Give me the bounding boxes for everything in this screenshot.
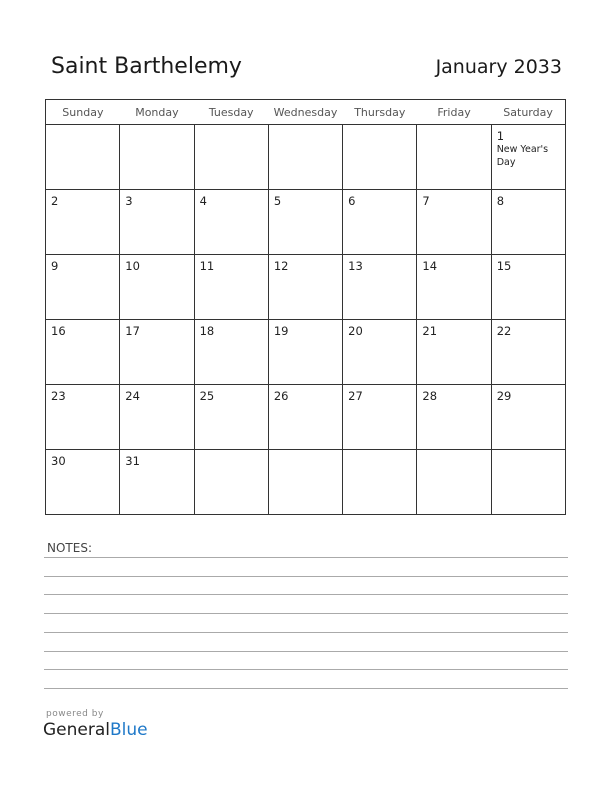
day-number: 23 <box>51 389 66 403</box>
calendar-empty-cell <box>343 125 417 190</box>
calendar-day-cell <box>46 190 120 255</box>
weekday-header: Wednesday <box>268 100 342 125</box>
calendar-day-cell <box>417 320 491 385</box>
weekday-header: Sunday <box>46 100 120 125</box>
calendar-day-cell <box>194 190 268 255</box>
weekday-header: Friday <box>417 100 491 125</box>
day-number: 15 <box>496 259 512 273</box>
weekday-header: Saturday <box>491 100 565 125</box>
calendar-day-cell <box>268 320 342 385</box>
weekday-header: Tuesday <box>194 100 268 125</box>
calendar-day-cell <box>194 385 268 450</box>
calendar-empty-cell <box>120 125 194 190</box>
calendar-day-cell <box>120 255 194 320</box>
weekday-header: Monday <box>120 100 194 125</box>
day-number: 24 <box>125 389 140 403</box>
note-line <box>44 651 568 652</box>
calendar-empty-cell <box>46 125 120 190</box>
calendar-day-cell <box>268 255 342 320</box>
day-number: 11 <box>199 259 215 273</box>
calendar-week-row <box>46 255 566 320</box>
calendar-day-cell <box>491 125 565 190</box>
calendar-day-cell <box>120 385 194 450</box>
day-number: 28 <box>422 389 438 403</box>
note-line <box>44 557 568 558</box>
calendar-day-cell <box>417 190 491 255</box>
calendar-day-cell <box>46 450 120 515</box>
calendar-day-cell <box>417 385 491 450</box>
day-number: 27 <box>348 389 363 403</box>
calendar-empty-cell <box>417 450 491 515</box>
day-number: 26 <box>273 389 289 403</box>
calendar-day-cell <box>343 385 417 450</box>
day-number: 20 <box>348 324 363 338</box>
calendar-week-row <box>46 320 566 385</box>
calendar-day-cell <box>46 385 120 450</box>
calendar-day-cell <box>417 255 491 320</box>
calendar-day-cell <box>46 255 120 320</box>
day-number: 14 <box>422 259 438 273</box>
calendar-empty-cell <box>268 125 342 190</box>
calendar-month-title: January 2033 <box>435 56 562 78</box>
note-line <box>44 632 568 633</box>
holiday-label: New Year's Day <box>496 144 549 168</box>
calendar-day-cell <box>268 385 342 450</box>
day-number: 30 <box>51 454 66 468</box>
brand-name-part2: Blue <box>110 720 148 740</box>
brand-name-part1: General <box>43 720 110 740</box>
day-number: 5 <box>273 194 282 208</box>
calendar-day-cell <box>343 255 417 320</box>
calendar-day-cell <box>120 320 194 385</box>
weekday-header: Thursday <box>343 100 417 125</box>
day-number: 8 <box>496 194 505 208</box>
powered-by-text: powered by <box>46 709 104 719</box>
day-number: 4 <box>199 194 207 208</box>
day-number: 12 <box>273 259 289 273</box>
calendar-empty-cell <box>268 450 342 515</box>
calendar-grid <box>45 99 566 515</box>
day-number: 17 <box>125 324 140 338</box>
day-number: 16 <box>51 324 66 338</box>
note-line <box>44 669 568 670</box>
day-number: 1 <box>496 129 505 143</box>
calendar-empty-cell <box>417 125 491 190</box>
day-number: 25 <box>199 389 215 403</box>
calendar-body <box>46 125 566 515</box>
day-number: 2 <box>51 194 59 208</box>
calendar-day-cell <box>194 255 268 320</box>
calendar-week-row <box>46 450 566 515</box>
day-number: 10 <box>125 259 140 273</box>
day-number: 22 <box>496 324 512 338</box>
day-number: 21 <box>422 324 438 338</box>
note-line <box>44 688 568 689</box>
day-number: 31 <box>125 454 140 468</box>
calendar-day-cell <box>343 190 417 255</box>
day-number: 19 <box>273 324 289 338</box>
day-number: 7 <box>422 194 430 208</box>
calendar-country-title: Saint Barthelemy <box>51 54 242 79</box>
brand-logo <box>43 720 148 740</box>
calendar-day-cell <box>491 385 565 450</box>
calendar-day-cell <box>268 190 342 255</box>
calendar-empty-cell <box>194 125 268 190</box>
note-line <box>44 613 568 614</box>
calendar-week-row <box>46 125 566 190</box>
calendar-day-cell <box>491 320 565 385</box>
calendar-day-cell <box>343 320 417 385</box>
note-line <box>44 594 568 595</box>
notes-label: NOTES: <box>47 541 92 555</box>
calendar-empty-cell <box>343 450 417 515</box>
calendar-empty-cell <box>491 450 565 515</box>
note-line <box>44 576 568 577</box>
day-number: 3 <box>125 194 133 208</box>
calendar-day-cell <box>120 190 194 255</box>
calendar-day-cell <box>46 320 120 385</box>
calendar-day-cell <box>491 190 565 255</box>
calendar-day-cell <box>120 450 194 515</box>
day-number: 18 <box>199 324 215 338</box>
day-number: 6 <box>348 194 356 208</box>
calendar-empty-cell <box>194 450 268 515</box>
calendar-day-cell <box>194 320 268 385</box>
calendar-week-row <box>46 190 566 255</box>
calendar-week-row <box>46 385 566 450</box>
day-number: 13 <box>348 259 363 273</box>
weekday-header-row <box>46 100 566 125</box>
day-number: 9 <box>51 259 59 273</box>
calendar-day-cell <box>491 255 565 320</box>
day-number: 29 <box>496 389 512 403</box>
